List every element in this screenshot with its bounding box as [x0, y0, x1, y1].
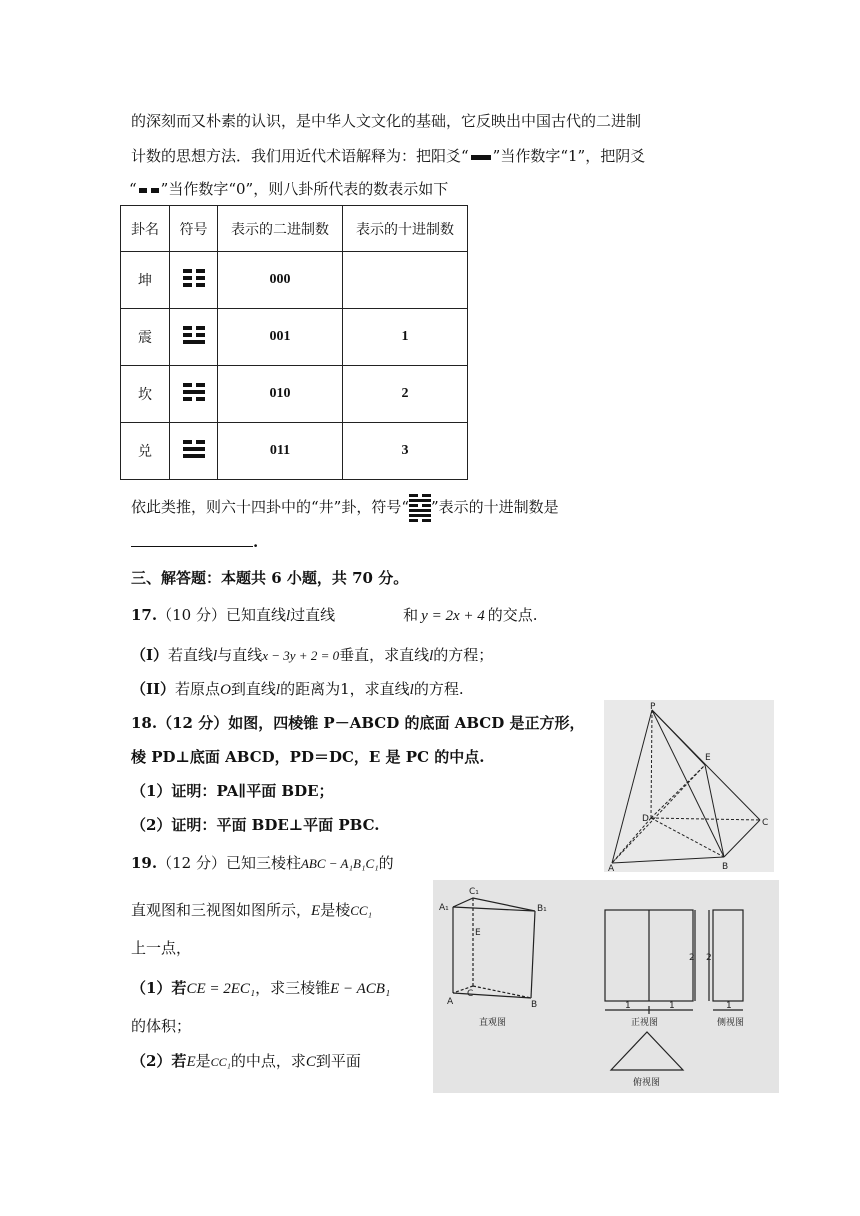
q19-line-1: 19.（12 分）已知三棱柱ABC − A₁B₁C₁的: [131, 854, 394, 872]
label-A: A: [447, 997, 454, 1007]
gua-binary: 010: [218, 366, 343, 423]
yang-yao-icon: [471, 155, 491, 160]
label-C: C: [467, 989, 474, 999]
gua-name: 坤: [121, 252, 170, 309]
intro-line-1: 的深刻而又朴素的认识，是中华人文文化的基础，它反映出中国古代的二进制: [131, 112, 642, 130]
q18-line-3: （1）证明：PA∥平面 BDE；: [131, 782, 334, 800]
dim-side-height: 2: [706, 953, 712, 963]
dim-front-height: 2: [689, 953, 695, 963]
gua-binary: 000: [218, 252, 343, 309]
kun-trigram-icon: [183, 266, 205, 290]
header-decimal: 表示的十进制数: [343, 206, 468, 252]
q17-part1: （I）若直线l与直线x − 3y + 2 = 0垂直，求直线l的方程；: [131, 646, 494, 664]
label-C1: C₁: [469, 887, 479, 897]
prism-three-views-figure: [433, 880, 779, 1093]
table-header-row: [121, 206, 468, 252]
dui-trigram-icon: [183, 437, 205, 461]
gua-binary: 011: [218, 423, 343, 480]
header-symbol: 符号: [170, 206, 218, 252]
gua-decimal: 1: [343, 309, 468, 366]
label-C: C: [762, 818, 769, 828]
label-D: D: [642, 814, 649, 824]
header-binary: 表示的二进制数: [218, 206, 343, 252]
q18-line-4: （2）证明：平面 BDE⊥平面 PBC.: [131, 816, 380, 834]
section-title: 三、解答题：本题共 6 小题，共 70 分。: [131, 569, 409, 587]
label-E: E: [705, 753, 711, 763]
q19-line-6: （2）若E是CC₁的中点，求C到平面: [131, 1052, 361, 1070]
jing-hexagram-icon: [409, 492, 431, 524]
kan-trigram-icon: [183, 380, 205, 404]
q17-part2: （II）若原点O到直线l的距离为1，求直线l的方程.: [131, 680, 464, 698]
label-P: P: [650, 702, 656, 712]
q16-answer-blank: .: [131, 530, 258, 553]
label-A: A: [608, 864, 615, 872]
table-row: [121, 252, 468, 309]
caption-side: 侧视图: [717, 1018, 745, 1028]
dim-side-width: 1: [726, 1001, 732, 1011]
gua-decimal: 3: [343, 423, 468, 480]
intro-line-3: “ ”当作数字“0”，则八卦所代表的数表示如下: [129, 180, 449, 198]
label-B: B: [722, 862, 729, 872]
q18-line-2: 棱 PD⊥底面 ABCD，PD＝DC，E 是 PC 的中点.: [131, 748, 485, 766]
gua-decimal: 2: [343, 366, 468, 423]
label-E: E: [475, 928, 481, 938]
trigram-table: [120, 205, 468, 480]
label-B: B: [531, 1000, 538, 1010]
intro-line-2: 计数的思想方法．我们用近代术语解释为：把阳爻“ ”当作数字“1”，把阴爻: [131, 147, 646, 165]
gua-binary: 001: [218, 309, 343, 366]
dim-front-right: 1: [669, 1001, 675, 1011]
pyramid-figure: [604, 700, 774, 872]
gua-name: 震: [121, 309, 170, 366]
gua-name: 兑: [121, 423, 170, 480]
caption-intuitive: 直观图: [479, 1018, 507, 1028]
q16-text: 依此类推，则六十四卦中的“井”卦，符号“ ”表示的十进制数是: [131, 492, 559, 524]
q17-stem: 17.（10 分）已知直线l过直线 和 y = 2x + 4 的交点.: [131, 606, 538, 624]
dim-front-left: 1: [625, 1001, 631, 1011]
q18-line-1: 18.（12 分）如图，四棱锥 P－ABCD 的底面 ABCD 是正方形，: [131, 714, 585, 732]
q19-line-4: （1）若CE = 2EC₁，求三棱锥E − ACB₁: [131, 979, 391, 997]
table-row: [121, 366, 468, 423]
answer-blank: [131, 530, 253, 547]
q19-line-3: 上一点，: [131, 939, 192, 957]
gua-decimal: [343, 252, 468, 309]
label-A1: A₁: [439, 903, 449, 913]
zhen-trigram-icon: [183, 323, 205, 347]
q19-line-5: 的体积；: [131, 1017, 192, 1035]
gua-name: 坎: [121, 366, 170, 423]
header-name: 卦名: [121, 206, 170, 252]
table-row: [121, 423, 468, 480]
q19-line-2: 直观图和三视图如图所示，E是棱CC₁: [131, 901, 373, 919]
label-B1: B₁: [537, 904, 547, 914]
table-row: [121, 309, 468, 366]
caption-top: 俯视图: [633, 1078, 661, 1088]
yin-yao-icon: [139, 188, 159, 193]
caption-front: 正视图: [631, 1018, 659, 1028]
